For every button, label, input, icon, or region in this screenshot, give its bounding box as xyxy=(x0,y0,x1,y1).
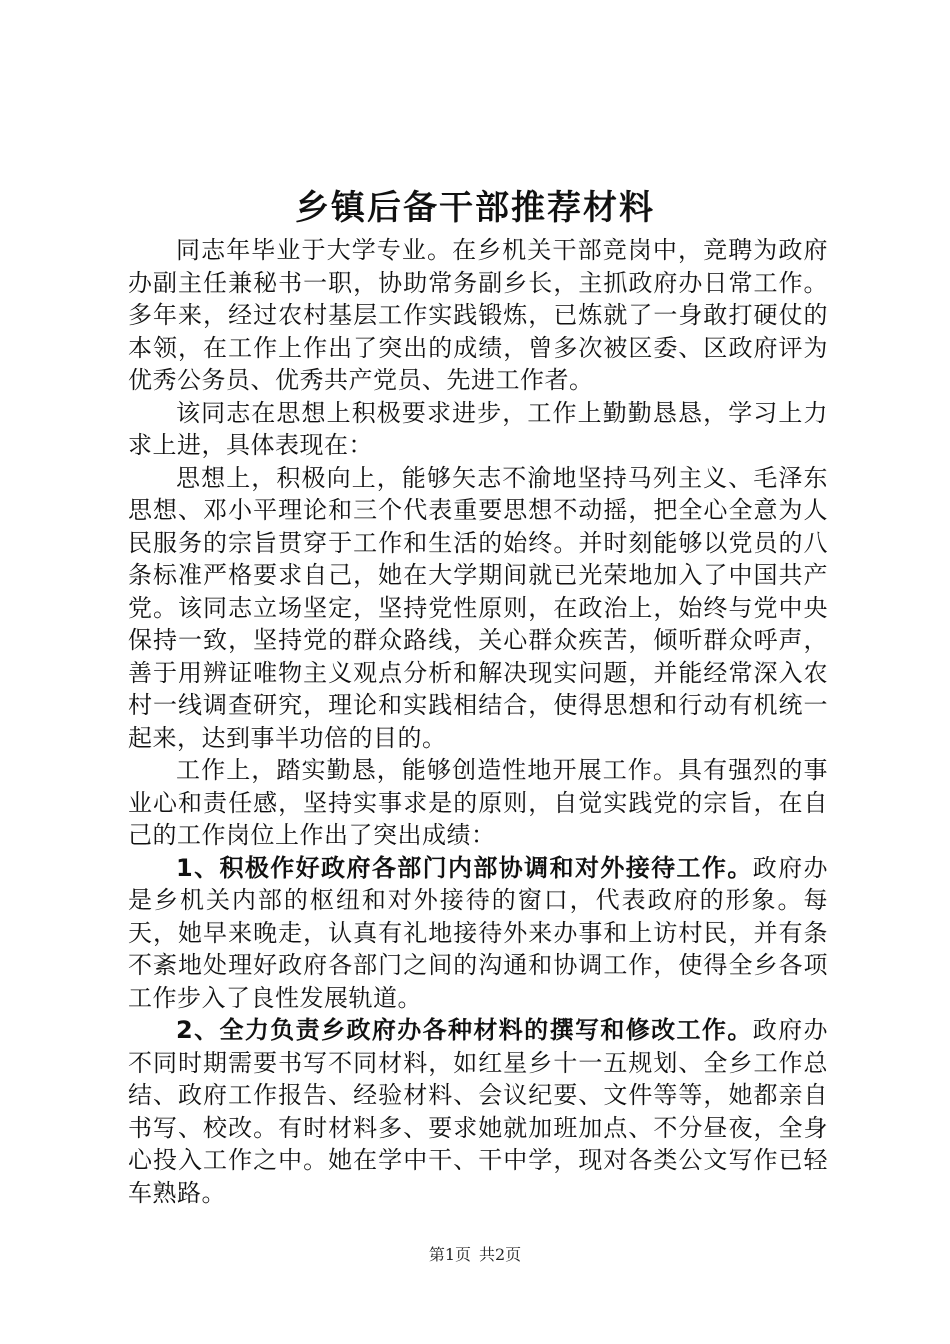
paragraph-2 xyxy=(128,397,828,462)
paragraph-text: 政府办是乡机关内部的枢纽和对外接待的窗口，代表政府的形象。每天，她早来晚走，认真有礼地接待外来办事和上访村民，并有条不紊地处理好政府各部门之间的沟通和协调工作，使得全乡各项工作步入了良性发展轨道。 xyxy=(128,853,829,1012)
page-footer xyxy=(0,1244,950,1266)
page-number-total: 共2页 xyxy=(479,1245,522,1264)
paragraph-lead-heading: 1、积极作好政府各部门内部协调和对外接待工作。 xyxy=(176,853,753,882)
paragraph-lead-heading: 2、全力负责乡政府办各种材料的撰写和修改工作。 xyxy=(176,1016,753,1044)
paragraph-text: 同志年毕业于大学专业。在乡机关干部竞岗中，竞聘为政府办副主任兼秘书一职，协助常务副乡长，主抓政府办日常工作。多年来，经过农村基层工作实践锻炼，已炼就了一身敢打硬仗的本领，在工作上作出了突出的成绩，曾多次被区委、区政府评为优秀公务员、优秀共产党员、先进工作者。 xyxy=(128,236,828,394)
paragraph-text: 该同志在思想上积极要求进步，工作上勤勤恳恳，学习上力求上进，具体表现在： xyxy=(128,398,828,459)
paragraph-6 xyxy=(128,1014,828,1209)
paragraph-text: 工作上，踏实勤恳，能够创造性地开展工作。具有强烈的事业心和责任感，坚持实事求是的原则，自觉实践党的宗旨，在自己的工作岗位上作出了突出成绩： xyxy=(128,756,828,849)
paragraph-text: 政府办不同时期需要书写不同材料，如红星乡十一五规划、全乡工作总结、政府工作报告、经验材料、会议纪要、文件等等，她都亲自书写、校改。有时材料多、要求她就加班加点、不分昼夜，全身心投入工作之中。她在学中干、干中学，现对各类公文写作已轻车熟路。 xyxy=(128,1016,829,1207)
paragraph-text: 思想上，积极向上，能够矢志不渝地坚持马列主义、毛泽东思想、邓小平理论和三个代表重要思想不动摇，把全心全意为人民服务的宗旨贯穿于工作和生活的始终。并时刻能够以党员的八条标准严格要求自己，她在大学期间就已光荣地加入了中国共产党。该同志立场坚定，坚持党性原则，在政治上，始终与党中央保持一致，坚持党的群众路线，关心群众疾苦，倾听群众呼声，善于用辨证唯物主义观点分析和解决现实问题，并能经常深入农村一线调查研究，理论和实践相结合，使得思想和行动有机统一起来，达到事半功倍的目的。 xyxy=(128,463,828,752)
page-number-current: 第1页 xyxy=(428,1245,471,1264)
paragraph-4 xyxy=(128,754,828,852)
paragraph-3 xyxy=(128,462,828,755)
paragraph-1 xyxy=(128,234,828,397)
paragraph-5 xyxy=(128,852,828,1015)
document-body xyxy=(128,234,828,1209)
document-title: 乡镇后备干部推荐材料 xyxy=(295,188,655,228)
